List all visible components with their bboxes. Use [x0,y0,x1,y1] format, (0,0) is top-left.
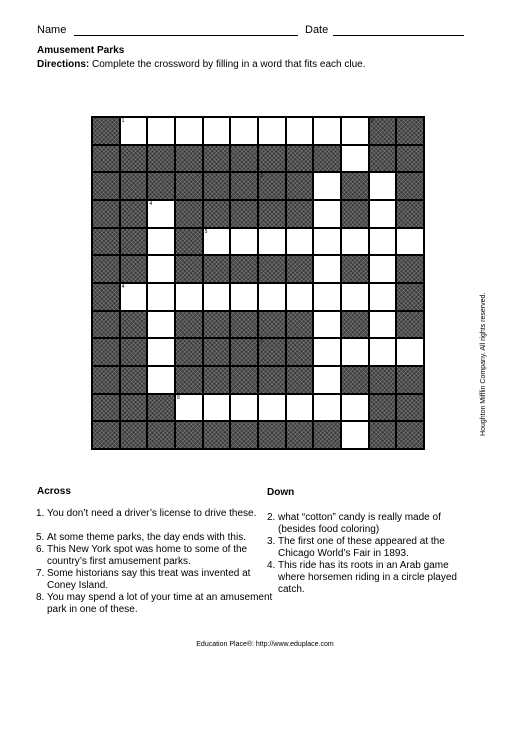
crossword-block [369,421,397,449]
crossword-block [286,172,314,200]
crossword-block [258,311,286,339]
crossword-block [286,255,314,283]
crossword-cell[interactable] [147,366,175,394]
crossword-block [92,200,120,228]
crossword-cell[interactable] [341,117,369,145]
crossword-block [175,172,203,200]
crossword-cell[interactable] [369,255,397,283]
clue-text: Some historians say this treat was invented at Coney Island. [47,568,251,591]
crossword-cell[interactable] [286,283,314,311]
crossword-block [396,366,424,394]
crossword-cell[interactable] [369,200,397,228]
clue-text: what “cotton” candy is really made of (besides food coloring) [278,512,441,535]
crossword-block [230,338,258,366]
crossword-cell[interactable] [147,255,175,283]
clue-number: 4 [121,284,125,290]
directions-label: Directions: [37,59,90,70]
crossword-cell[interactable] [147,200,175,228]
crossword-block [203,421,231,449]
crossword-cell[interactable] [286,228,314,256]
crossword-cell[interactable] [258,394,286,422]
crossword-cell[interactable] [203,117,231,145]
crossword-block [258,421,286,449]
crossword-cell[interactable] [147,228,175,256]
crossword-cell[interactable] [313,394,341,422]
crossword-cell[interactable] [369,172,397,200]
crossword-cell[interactable] [147,117,175,145]
clue-number: 3 [260,173,263,180]
crossword-block [396,200,424,228]
crossword-block [120,311,148,339]
clue-number-label: 5. [36,532,45,543]
clue-text: This New York spot was home to some of the country’s first amusement parks. [47,544,248,567]
clue-number-label: 1. [36,508,45,519]
crossword-cell[interactable] [120,283,148,311]
clue-text: At some theme parks, the day ends with this. [47,532,246,543]
crossword-cell[interactable] [147,311,175,339]
crossword-block [369,366,397,394]
crossword-cell[interactable] [396,338,424,366]
crossword-cell[interactable] [258,228,286,256]
clue-number-label: 8. [36,592,45,603]
crossword-block [230,311,258,339]
crossword-cell[interactable] [313,366,341,394]
crossword-block [203,311,231,339]
crossword-block [341,172,369,200]
date-field-line[interactable] [333,35,464,36]
crossword-block [230,200,258,228]
crossword-block [230,145,258,173]
crossword-cell[interactable] [341,338,369,366]
crossword-block [175,200,203,228]
crossword-cell[interactable] [341,228,369,256]
crossword-block [175,255,203,283]
crossword-cell[interactable] [230,394,258,422]
crossword-cell[interactable] [286,394,314,422]
crossword-cell[interactable] [313,338,341,366]
crossword-block [230,255,258,283]
crossword-cell[interactable] [396,228,424,256]
crossword-cell[interactable] [286,117,314,145]
crossword-block [92,283,120,311]
crossword-cell[interactable] [147,283,175,311]
crossword-block [203,200,231,228]
crossword-block [120,200,148,228]
crossword-block [175,311,203,339]
crossword-cell[interactable] [341,394,369,422]
crossword-block [120,394,148,422]
crossword-block [286,338,314,366]
crossword-cell[interactable] [147,338,175,366]
clue-number-label: 7. [36,568,45,579]
crossword-block [258,172,286,200]
crossword-cell[interactable] [369,228,397,256]
crossword-block [258,200,286,228]
crossword-block [120,255,148,283]
crossword-block [203,255,231,283]
crossword-block [203,338,231,366]
crossword-block [369,117,397,145]
crossword-block [396,117,424,145]
crossword-block [286,145,314,173]
across-heading: Across [37,486,71,497]
crossword-cell[interactable] [313,172,341,200]
crossword-cell[interactable] [120,117,148,145]
date-label: Date [305,24,329,36]
crossword-block [147,394,175,422]
crossword-block [175,421,203,449]
clue-text: You don’t need a driver’s license to drive these. [47,508,257,519]
crossword-cell[interactable] [175,283,203,311]
clue-text: The first one of these appeared at the Chicago World’s Fair in 1893. [278,536,445,559]
crossword-block [203,145,231,173]
copyright-notice: Houghton Mifflin Company. All rights reserved. [480,292,487,436]
clue-text: This ride has its roots in an Arab game where horsemen riding in a circle played catch. [278,560,457,595]
crossword-cell[interactable] [175,117,203,145]
crossword-block [120,366,148,394]
crossword-block [396,394,424,422]
crossword-cell[interactable] [341,283,369,311]
crossword-block [396,283,424,311]
crossword-cell[interactable] [313,255,341,283]
crossword-cell[interactable] [258,117,286,145]
crossword-block [369,394,397,422]
crossword-block [92,228,120,256]
crossword-block [258,366,286,394]
crossword-block [92,145,120,173]
crossword-block [230,421,258,449]
crossword-block [203,366,231,394]
crossword-cell[interactable] [313,117,341,145]
crossword-block [341,255,369,283]
crossword-block [147,145,175,173]
crossword-cell[interactable] [313,311,341,339]
crossword-block [230,172,258,200]
crossword-cell[interactable] [203,283,231,311]
crossword-block [341,311,369,339]
clue-number: 5 [204,228,208,235]
crossword-block [120,228,148,256]
crossword-cell[interactable] [313,228,341,256]
crossword-block [92,366,120,394]
crossword-block [313,145,341,173]
footer-credit: Education Place®: http://www.eduplace.com [196,641,334,648]
crossword-cell[interactable] [341,145,369,173]
crossword-cell[interactable] [341,421,369,449]
crossword-block [175,366,203,394]
clue-number: 1 [121,118,125,124]
crossword-block [92,172,120,200]
crossword-block [396,311,424,339]
crossword-cell[interactable] [369,311,397,339]
crossword-cell[interactable] [203,394,231,422]
clue-number: 4 [149,201,153,207]
crossword-block [396,172,424,200]
crossword-block [92,311,120,339]
clue-number: 8 [177,394,180,401]
crossword-cell[interactable] [369,338,397,366]
crossword-block [369,145,397,173]
crossword-cell[interactable] [175,394,203,422]
crossword-block [313,421,341,449]
directions-text: Complete the crossword by filling in a word that fits each clue. [92,59,366,70]
clue-number-label: 3. [267,536,276,547]
clue-number: 7 [260,339,263,346]
clue-number-label: 2. [267,512,276,523]
clue-number-label: 6. [36,544,45,555]
clue-text: You may spend a lot of your time at an amusement park in one of these. [47,592,273,615]
crossword-block [396,145,424,173]
down-heading: Down [267,487,295,498]
name-field-line[interactable] [74,35,298,36]
crossword-cell[interactable] [230,117,258,145]
crossword-block [341,200,369,228]
crossword-block [258,255,286,283]
crossword-cell[interactable] [230,228,258,256]
crossword-block [341,366,369,394]
page-title: Amusement Parks [37,45,125,56]
crossword-block [175,145,203,173]
crossword-cell[interactable] [313,200,341,228]
crossword-block [286,366,314,394]
crossword-block [286,311,314,339]
crossword-block [92,117,120,145]
crossword-block [120,145,148,173]
crossword-cell[interactable] [258,283,286,311]
crossword-block [258,145,286,173]
crossword-block [258,338,286,366]
crossword-cell[interactable] [203,228,231,256]
crossword-grid [91,116,425,450]
crossword-cell[interactable] [369,283,397,311]
crossword-block [286,200,314,228]
crossword-block [120,172,148,200]
clue-number-label: 4. [267,560,276,571]
crossword-block [396,421,424,449]
crossword-block [203,172,231,200]
crossword-block [92,421,120,449]
crossword-block [92,394,120,422]
crossword-block [147,172,175,200]
name-label: Name [37,24,67,36]
crossword-block [120,338,148,366]
crossword-block [147,421,175,449]
crossword-block [175,338,203,366]
crossword-block [396,255,424,283]
crossword-cell[interactable] [313,283,341,311]
crossword-block [286,421,314,449]
directions [37,59,365,70]
crossword-block [92,255,120,283]
crossword-cell[interactable] [230,283,258,311]
crossword-block [230,366,258,394]
crossword-block [120,421,148,449]
crossword-block [175,228,203,256]
crossword-block [92,338,120,366]
clue-number: 2 [370,118,374,124]
